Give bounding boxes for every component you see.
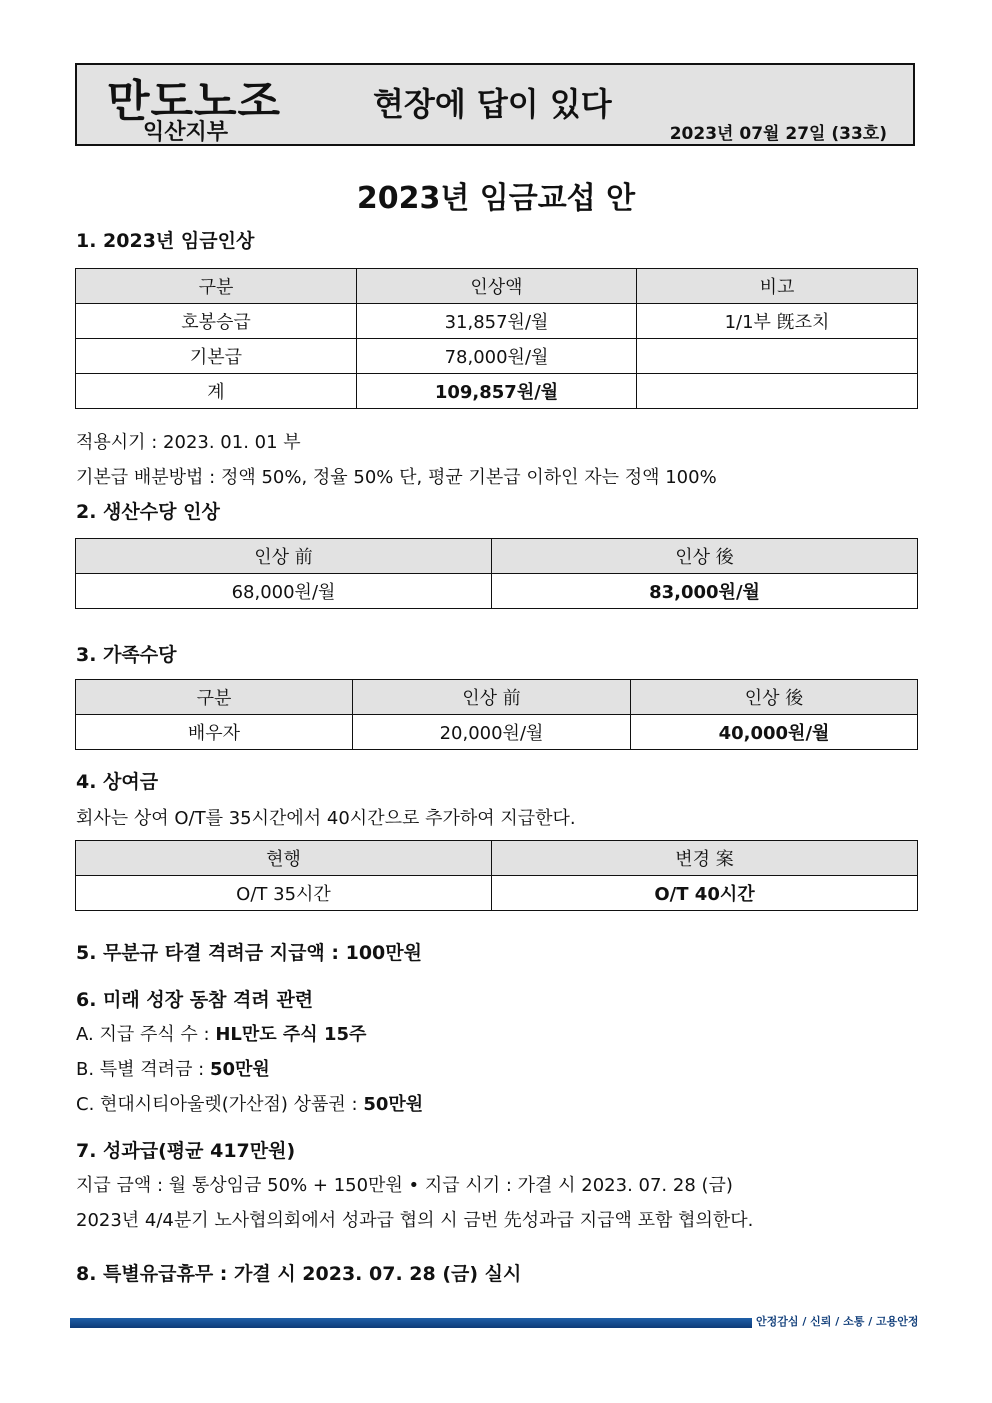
column-header: 구분 — [76, 680, 353, 715]
apply-date-note: 적용시기 : 2023. 01. 01 부 — [76, 432, 301, 453]
special-bonus-value: 50만원 — [209, 1059, 270, 1080]
column-header: 구분 — [76, 269, 357, 304]
footer-slogan: 안정감심 / 신뢰 / 소통 / 고용안정 — [752, 1313, 923, 1331]
table-cell: 78,000원/월 — [357, 339, 637, 374]
table-row — [76, 574, 918, 609]
column-header: 인상 前 — [76, 539, 492, 574]
table-total-row — [76, 374, 918, 409]
bonus-description: 회사는 상여 O/T를 35시간에서 40시간으로 추가하여 지급한다. — [76, 808, 576, 829]
column-header: 인상 後 — [631, 680, 918, 715]
stock-grant-line — [76, 1020, 366, 1046]
table-cell: O/T 40시간 — [492, 876, 918, 911]
table-row — [76, 304, 918, 339]
gift-voucher-label: C. 현대시티아울렛(가산점) 상품권 : — [76, 1094, 364, 1115]
section-5-heading: 5. 무분규 타결 격려금 지급액 : 100만원 — [76, 942, 422, 964]
family-allowance-table — [75, 679, 918, 750]
table-cell: O/T 35시간 — [76, 876, 492, 911]
section-6-heading: 6. 미래 성장 동참 격려 관련 — [76, 989, 314, 1011]
table-row — [76, 339, 918, 374]
column-header: 변경 案 — [492, 841, 918, 876]
distribution-note: 기본급 배분방법 : 정액 50%, 정율 50% 단, 평균 기본급 이하인 자는 정액 100% — [76, 467, 717, 488]
table-cell: 호봉승급 — [76, 304, 357, 339]
table-cell: 31,857원/월 — [357, 304, 637, 339]
document-title: 2023년 임금교섭 안 — [356, 181, 636, 216]
table-cell: 기본급 — [76, 339, 357, 374]
table-cell: 1/1부 旣조치 — [637, 304, 918, 339]
table-row — [76, 876, 918, 911]
table-header-row — [76, 269, 918, 304]
section-7-heading: 7. 성과급(평균 417만원) — [76, 1140, 296, 1162]
performance-pay-line: 지급 금액 : 월 통상임금 50% + 150만원 • 지급 시기 : 가결 시 2023. 07. 28 (금) — [76, 1175, 733, 1196]
total-amount: 109,857원/월 — [357, 374, 637, 409]
special-bonus-label: B. 특별 격려금 : — [76, 1059, 210, 1080]
table-header-row — [76, 680, 918, 715]
table-cell: 20,000원/월 — [353, 715, 631, 750]
production-allowance-table — [75, 538, 918, 609]
wage-increase-table — [75, 268, 918, 409]
gift-voucher-line — [76, 1090, 423, 1116]
bonus-table — [75, 840, 918, 911]
column-header: 인상 前 — [353, 680, 631, 715]
table-cell: 배우자 — [76, 715, 353, 750]
org-branch: 익산지부 — [143, 120, 229, 145]
table-cell: 계 — [76, 374, 357, 409]
column-header: 인상액 — [357, 269, 637, 304]
table-cell: 68,000원/월 — [76, 574, 492, 609]
column-header: 현행 — [76, 841, 492, 876]
header-slogan: 현장에 답이 있다 — [373, 85, 612, 123]
stock-grant-value: HL만도 주식 15주 — [215, 1024, 367, 1045]
special-bonus-line — [76, 1055, 270, 1081]
table-row — [76, 715, 918, 750]
table-cell — [637, 339, 918, 374]
newsletter-header — [75, 63, 915, 146]
issue-date: 2023년 07월 27일 (33호) — [669, 124, 887, 144]
gift-voucher-value: 50만원 — [363, 1094, 424, 1115]
column-header: 인상 後 — [492, 539, 918, 574]
org-name: 만도노조 — [107, 76, 282, 127]
section-3-heading: 3. 가족수당 — [76, 644, 177, 666]
table-header-row — [76, 539, 918, 574]
table-cell: 40,000원/월 — [631, 715, 918, 750]
table-header-row — [76, 841, 918, 876]
section-4-heading: 4. 상여금 — [76, 771, 159, 793]
table-cell — [637, 374, 918, 409]
stock-grant-label: A. 지급 주식 수 : — [76, 1024, 216, 1045]
performance-pay-note: 2023년 4/4분기 노사협의회에서 성과급 협의 시 금번 先성과급 지급액 포함 협의한다. — [76, 1210, 754, 1231]
section-1-heading: 1. 2023년 임금인상 — [76, 230, 255, 252]
section-8-heading: 8. 특별유급휴무 : 가결 시 2023. 07. 28 (금) 실시 — [76, 1263, 522, 1285]
section-2-heading: 2. 생산수당 인상 — [76, 501, 220, 523]
table-cell: 83,000원/월 — [492, 574, 918, 609]
column-header: 비고 — [637, 269, 918, 304]
